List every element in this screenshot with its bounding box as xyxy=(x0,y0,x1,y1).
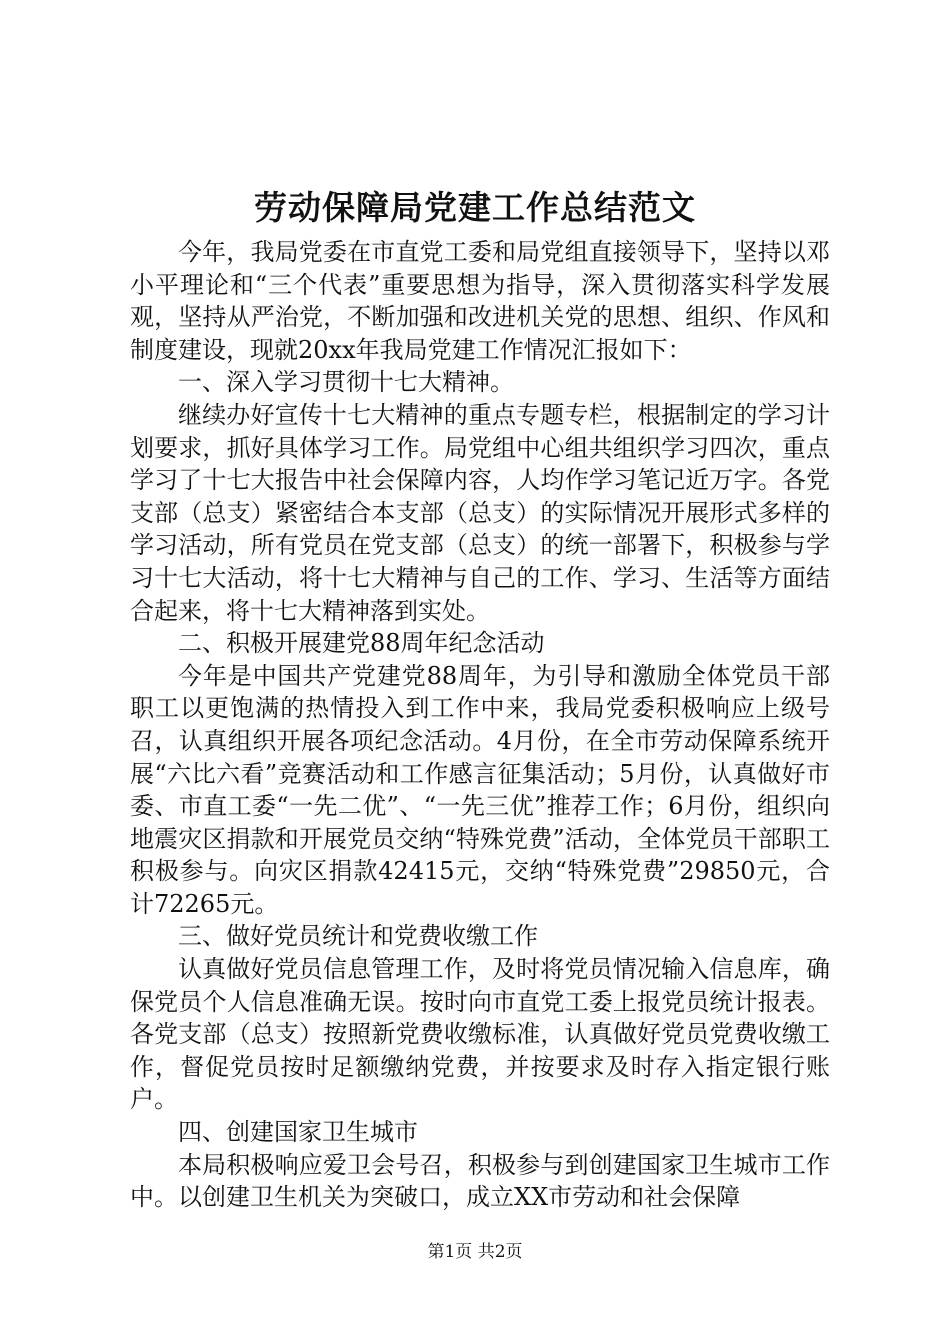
paragraph-section-4: 本局积极响应爱卫会号召，积极参与到创建国家卫生城市工作中。以创建卫生机关为突破口，成立XX市劳动和社会保障 xyxy=(130,1150,830,1212)
section-heading-4: 四、创建国家卫生城市 xyxy=(178,1118,418,1147)
paragraph-section-1: 继续办好宣传十七大精神的重点专题专栏，根据制定的学习计划要求，抓好具体学习工作。局党组中心组共组织学习四次，重点学习了十七大报告中社会保障内容，人均作学习笔记近万字。各党支部（总支）紧密结合本支部（总支）的实际情况开展形式多样的学习活动，所有党员在党支部（总支）的统一部署下，积极参与学习十七大活动，将十七大精神与自己的工作、学习、生活等方面结合起来，将十七大精神落到实处。 xyxy=(130,400,830,625)
paragraph-section-3: 认真做好党员信息管理工作，及时将党员情况输入信息库，确保党员个人信息准确无误。按时向市直党工委上报党员统计报表。各党支部（总支）按照新党费收缴标准，认真做好党员党费收缴工作，督促党员按时足额缴纳党费，并按要求及时存入指定银行账户。 xyxy=(130,955,830,1114)
document-body xyxy=(130,236,830,1214)
section-heading-1: 一、深入学习贯彻十七大精神。 xyxy=(178,368,514,397)
section-heading-2: 二、积极开展建党88周年纪念活动 xyxy=(178,629,545,658)
document-title: 劳动保障局党建工作总结范文 xyxy=(254,188,696,227)
paragraph-intro: 今年，我局党委在市直党工委和局党组直接领导下，坚持以邓小平理论和“三个代表”重要思想为指导，深入贯彻落实科学发展观，坚持从严治党，不断加强和改进机关党的思想、组织、作风和制度建设，现就20xx年我局党建工作情况汇报如下： xyxy=(130,238,830,364)
section-heading-3: 三、做好党员统计和党费收缴工作 xyxy=(178,922,538,951)
page-footer: 第1页 共2页 xyxy=(427,1242,523,1262)
paragraph-section-2: 今年是中国共产党建党88周年，为引导和激励全体党员干部职工以更饱满的热情投入到工作中来，我局党委积极响应上级号召，认真组织开展各项纪念活动。4月份，在全市劳动保障系统开展“六比六看”竞赛活动和工作感言征集活动；5月份，认真做好市委、市直工委“一先二优”、“一先三优”推荐工作；6月份，组织向地震灾区捐款和开展党员交纳“特殊党费”活动，全体党员干部职工积极参与。向灾区捐款42415元，交纳“特殊党费”29850元，合计72265元。 xyxy=(130,661,830,918)
